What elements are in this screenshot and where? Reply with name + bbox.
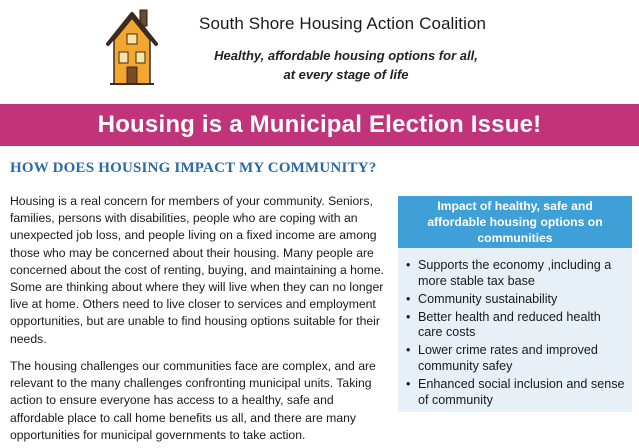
organization-name: South Shore Housing Action Coalition	[199, 14, 487, 33]
sidebar-title: Impact of healthy, safe and affordable housing options on communities	[427, 199, 603, 245]
list-item: • Lower crime rates and improved community safey	[406, 343, 628, 374]
title-banner	[0, 104, 639, 146]
body-paragraph-1: Housing is a real concern for members of your community. Seniors, families, persons with disabilities, people who are coping with an unexpected job loss, and people living on a fixed income are among those who may be concerned about their housing. Many people are concerned about the cost of renting, buying, and maintaining a home. Some are thinking about where they will live when they can no longer live at home. Others need to live closer to services and employment opportunities, but are unable to find housing options suitable for their needs.	[10, 194, 384, 346]
sidebar-header	[398, 196, 632, 248]
list-item: • Community sustainability	[406, 292, 628, 308]
list-item: • Enhanced social inclusion and sense of community	[406, 377, 628, 408]
section-heading: HOW DOES HOUSING IMPACT MY COMMUNITY?	[10, 160, 377, 176]
house-logo-icon	[96, 6, 168, 86]
list-item: • Supports the economy ,including a more stable tax base	[406, 258, 628, 289]
page-title: Housing is a Municipal Election Issue!	[97, 111, 542, 138]
impact-list	[406, 258, 628, 411]
impact-sidebar	[398, 196, 632, 412]
tagline	[196, 46, 496, 84]
body-paragraph-2: The housing challenges our communities face are complex, and are relevant to the many challenges confronting municipal units. Taking action to ensure everyone has access to a healthy, safe and affordable place to call home benefits us all, and there are many opportunities for municipal governments to take action.	[10, 359, 376, 442]
list-item: • Better health and reduced health care costs	[406, 310, 628, 341]
tagline-line-2: at every stage of life	[283, 67, 409, 82]
tagline-line-1: Healthy, affordable housing options for all,	[214, 48, 478, 63]
